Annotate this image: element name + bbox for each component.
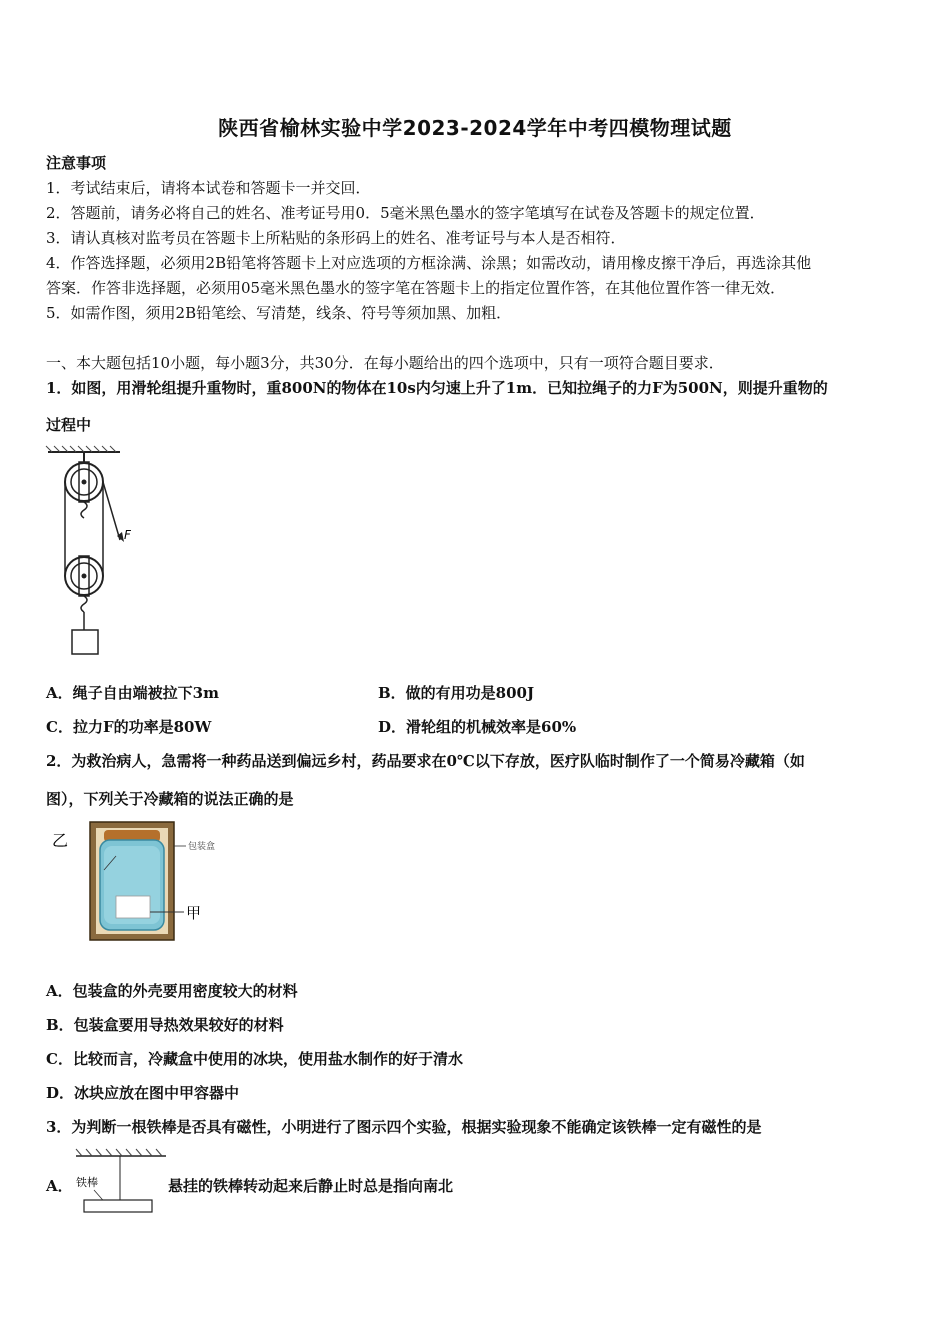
- question-3-stem: 3．为判断一根铁棒是否具有磁性，小明进行了图示四个实验，根据实验现象不能确定该铁棒一定有磁性的是: [46, 1118, 762, 1136]
- q3-option-a-text[interactable]: 悬挂的铁棒转动起来后静止时总是指向南北: [168, 1177, 454, 1195]
- page-title: 陕西省榆林实验中学2023-2024学年中考四模物理试题: [218, 116, 732, 140]
- notice-item: 1．考试结束后，请将本试卷和答题卡一并交回．: [46, 179, 371, 197]
- q1-option-d[interactable]: D．滑轮组的机械效率是60%: [378, 718, 577, 736]
- iron-rod-figure: [72, 1144, 172, 1216]
- label-yi: 乙: [52, 831, 69, 850]
- q2-option-a[interactable]: A．包装盒的外壳要用密度较大的材料: [46, 982, 298, 1000]
- question-1-stem: 1．如图，用滑轮组提升重物时，重800N的物体在10s内匀速上升了1m．已知拉绳子的力F为500N，则提升重物的: [46, 379, 828, 397]
- pulley-figure: [44, 444, 154, 664]
- notice-item: 4．作答选择题，必须用2B铅笔将答题卡上对应选项的方框涂满、涂黑；如需改动，请用橡皮擦干净后，再选涂其他: [46, 254, 812, 272]
- notice-item: 3．请认真核对监考员在答题卡上所粘贴的条形码上的姓名、准考证号与本人是否相符．: [46, 229, 626, 247]
- label-iron-rod: 铁棒: [76, 1176, 98, 1189]
- question-2-stem-cont: 图），下列关于冷藏箱的说法正确的是: [46, 790, 294, 808]
- section-heading: 一、本大题包括10小题，每小题3分，共30分．在每小题给出的四个选项中，只有一项符合题目要求．: [46, 354, 724, 372]
- notice-heading: 注意事项: [46, 154, 107, 172]
- q1-option-b[interactable]: B．做的有用功是800J: [378, 684, 535, 702]
- weight-block: [72, 630, 98, 654]
- q1-option-a[interactable]: A．绳子自由端被拉下3m: [46, 684, 219, 702]
- notice-item: 2．答题前，请务必将自己的姓名、准考证号用0．5毫米黑色墨水的签字笔填写在试卷及答题卡的规定位置．: [46, 204, 765, 222]
- label-box: 包装盒: [188, 842, 216, 852]
- question-2-stem: 2．为救治病人，急需将一种药品送到偏远乡村，药品要求在0℃以下存放，医疗队临时制作了一个简易冷藏箱（如: [46, 752, 805, 770]
- notice-item: 答案．作答非选择题，必须用05毫米黑色墨水的签字笔在答题卡上的指定位置作答，在其他位置作答一律无效．: [46, 279, 786, 297]
- q1-option-c[interactable]: C．拉力F的功率是80W: [46, 718, 212, 736]
- notice-item: 5．如需作图，须用2B铅笔绘、写清楚，线条、符号等须加黑、加粗．: [46, 304, 512, 322]
- q2-option-d[interactable]: D．冰块应放在图中甲容器中: [46, 1084, 240, 1102]
- force-label: F: [124, 528, 131, 542]
- cooling-box-figure: [46, 818, 246, 948]
- q2-option-b[interactable]: B．包装盒要用导热效果较好的材料: [46, 1016, 284, 1034]
- q2-option-c[interactable]: C．比较而言，冷藏盒中使用的冰块，使用盐水制作的好于清水: [46, 1050, 463, 1068]
- question-1-stem-cont: 过程中: [46, 416, 92, 434]
- label-jia: 甲: [186, 904, 202, 922]
- q3-option-a-prefix[interactable]: A．: [46, 1177, 73, 1195]
- iron-rod: [84, 1200, 152, 1212]
